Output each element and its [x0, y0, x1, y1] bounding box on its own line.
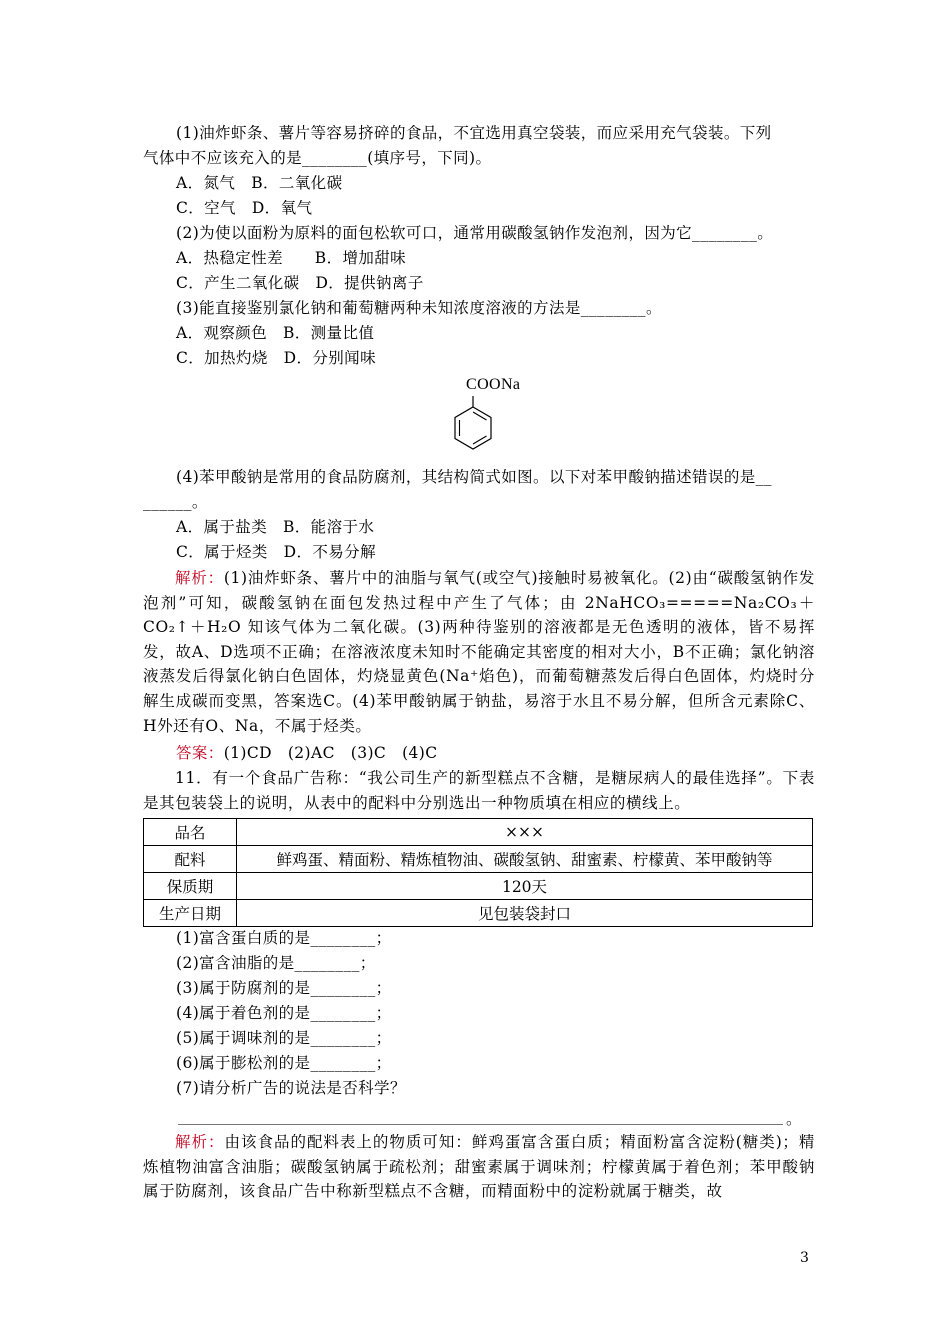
product-info-table — [143, 818, 813, 927]
table-value: 鲜鸡蛋、精面粉、精炼植物油、碳酸氢钠、甜蜜素、柠檬黄、苯甲酸钠等 — [237, 846, 813, 873]
answer-line-end: 。 — [786, 1110, 802, 1128]
answer-label: 答案： — [176, 744, 224, 762]
q1-options-cd: C．空气 D．氧气 — [176, 199, 313, 217]
q2-options-ab: A．热稳定性差 B．增加甜味 — [176, 249, 407, 267]
analysis-text: 由该食品的配料表上的物质可知：鲜鸡蛋富含蛋白质；精面粉富含淀粉(糖类)；精炼植物油富含油脂；碳酸氢钠属于疏松剂；甜蜜素属于调味剂；柠檬黄属于着色剂；苯甲酸钠属于防腐剂，该食品广告中称新型糕点不含糖，而精面粉中的淀粉就属于糖类，故 — [143, 1133, 815, 1201]
structure-label: COONa — [466, 376, 521, 393]
page-number: 3 — [800, 1250, 809, 1266]
analysis-text: (1)油炸虾条、薯片中的油脂与氧气(或空气)接触时易被氧化。(2)由“碳酸氢钠作发泡剂”可知，碳酸氢钠在面包发热过程中产生了气体；由 2NaHCO₃=====Na₂CO₃＋CO₂↑＋H₂O 知该气体为二氧化碳。(3)两种待鉴别的溶液都是无色透明的液体，皆不易挥发，故A、D选项不正确；在溶液浓度未知时不能确定其密度的相对大小，B不正确；氯化钠溶液蒸发后得氯化钠白色固体，灼烧显黄色(Na⁺焰色)，而葡萄糖蒸发后得白色固体，灼烧时分解生成碳而变黑，答案选C。(4)苯甲酸钠属于钠盐，易溶于水且不易分解，但所含元素除C、H外还有O、Na，不属于烃类。 — [143, 569, 815, 735]
q2-stem: (2)为使以面粉为原料的面包松软可口，通常用碳酸氢钠作发泡剂，因为它________。 — [176, 224, 774, 242]
q1-line2: 气体中不应该充入的是________(填序号，下同)。 — [143, 149, 492, 167]
table-key: 生产日期 — [144, 900, 237, 927]
q11-intro: 11．有一个食品广告称：“我公司生产的新型糕点不含糖，是糖尿病人的最佳选择”。下表是其包装袋上的说明，从表中的配料中分别选出一种物质填在相应的横线上。 — [143, 769, 815, 812]
q11-item-2: (2)富含油脂的是________； — [176, 954, 376, 972]
q3-stem: (3)能直接鉴别氯化钠和葡萄糖两种未知浓度溶液的方法是________。 — [176, 299, 662, 317]
q11-item-6: (6)属于膨松剂的是________； — [176, 1054, 392, 1072]
q1-options-ab: A．氮气 B．二氧化碳 — [176, 174, 343, 192]
table-value: ××× — [237, 819, 813, 846]
table-key: 配料 — [144, 846, 237, 873]
table-key: 品名 — [144, 819, 237, 846]
answer-line — [178, 1124, 783, 1125]
benzene-ring-structure — [448, 396, 498, 456]
q10-answer — [176, 742, 438, 764]
q1-line1: (1)油炸虾条、薯片等容易挤碎的食品，不宜选用真空袋装，而应采用充气袋装。下列 — [176, 124, 772, 142]
q4-line1: (4)苯甲酸钠是常用的食品防腐剂，其结构简式如图。以下对苯甲酸钠描述错误的是__ — [176, 468, 772, 486]
q11-item-1: (1)富含蛋白质的是________； — [176, 929, 392, 947]
q11-item-4: (4)属于着色剂的是________； — [176, 1004, 392, 1022]
q11-analysis — [143, 1130, 815, 1204]
table-value: 120天 — [237, 873, 813, 900]
q4-options-cd: C．属于烃类 D．不易分解 — [176, 543, 376, 561]
q11-item-3: (3)属于防腐剂的是________； — [176, 979, 392, 997]
q3-options-cd: C．加热灼烧 D．分别闻味 — [176, 349, 376, 367]
analysis-label: 解析： — [175, 1133, 225, 1151]
q4-options-ab: A．属于盐类 B．能溶于水 — [176, 518, 375, 536]
table-row — [144, 900, 813, 927]
q2-options-cd: C．产生二氧化碳 D．提供钠离子 — [176, 274, 424, 292]
q11-item-7: (7)请分析广告的说法是否科学？ — [176, 1079, 406, 1097]
q10-analysis — [143, 566, 815, 738]
answer-text: (1)CD (2)AC (3)C (4)C — [223, 744, 438, 762]
q3-options-ab: A．观察颜色 B．测量比值 — [176, 324, 375, 342]
table-row — [144, 846, 813, 873]
analysis-label: 解析： — [175, 569, 224, 587]
table-key: 保质期 — [144, 873, 237, 900]
table-row — [144, 873, 813, 900]
q4-line2: ______。 — [143, 493, 208, 511]
table-value: 见包装袋封口 — [237, 900, 813, 927]
table-row — [144, 819, 813, 846]
q11-item-5: (5)属于调味剂的是________； — [176, 1029, 392, 1047]
